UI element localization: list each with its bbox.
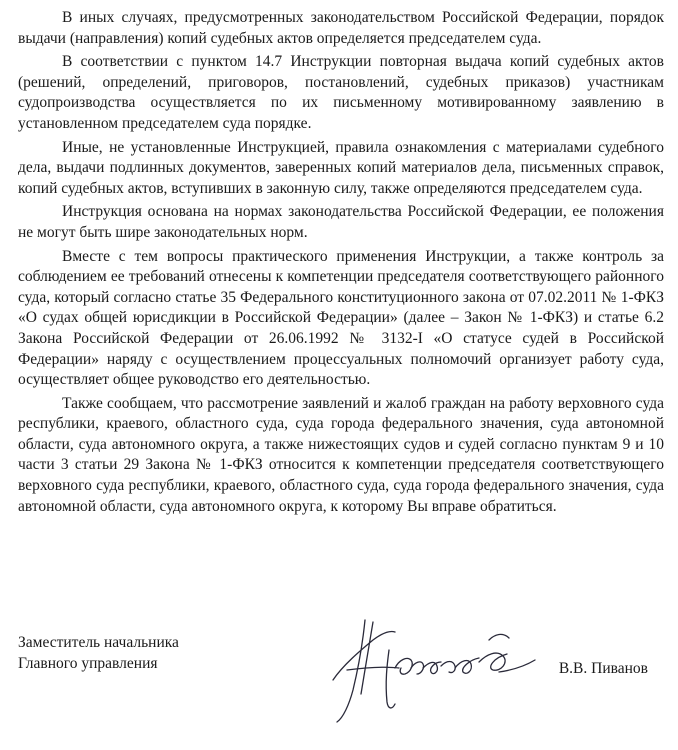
- signer-name: В.В. Пиванов: [558, 660, 648, 677]
- document-body: [18, 8, 664, 517]
- paragraph-2: В соответствии с пунктом 14.7 Инструкции повторная выдача копий судебных актов (решений, определений, приговоров, постановлений, судебных приказов) участникам судопроизводства осуществляется по их письменному мотивированному заявлению в установленном председателем суда порядке.: [18, 53, 664, 132]
- paragraph-5: Вместе с тем вопросы практического применения Инструкции, а также контроль за соблюдением ее требований отнесены к компетенции председателя соответствующего районного суда, который согласно статье 35 Федерального конституционного закона от 07.02.2011 № 1-ФКЗ «О судах общей юрисдикции в Российской Федерации» (далее – Закон № 1-ФКЗ) и статье 6.2 Закона Российской Федерации от 26.06.1992 № 3132-I «О статусе судей в Российской Федерации» наряду с осуществлением процессуальных полномочий организует работу суда, осуществляет общее руководство его деятельностью.: [18, 247, 664, 389]
- handwritten-signature-icon: [303, 610, 543, 725]
- signature-block: [18, 633, 664, 743]
- paragraph-4: Инструкция основана на нормах законодательства Российской Федерации, ее положения не могут быть шире законодательных норм.: [18, 203, 664, 241]
- signer-position-line-1: Заместитель начальника: [18, 634, 179, 651]
- signer-position: [18, 633, 179, 674]
- paragraph-3: Иные, не установленные Инструкцией, правила ознакомления с материалами судебного дела, выдачи подлинных документов, заверенных копий материалов дела, письменных справок, копий судебных актов, вступивших в законную силу, также определяются председателем суда.: [18, 138, 664, 197]
- paragraph-6: Также сообщаем, что рассмотрение заявлений и жалоб граждан на работу верховного суда республики, краевого, областного суда, суда города федерального значения, суда автономной области, суда автономного округа, а также нижестоящих судов и судей согласно пунктам 9 и 10 части 3 статьи 29 Закона № 1-ФКЗ относится к компетенции председателя соответствующего верховного суда республики, краевого, областного суда, суда города федерального значения, суда автономной области, суда автономного округа, к которому Вы вправе обратиться.: [18, 394, 664, 515]
- paragraph-1: В иных случаях, предусмотренных законодательством Российской Федерации, порядок выдачи (направления) копий судебных актов определяется председателем суда.: [18, 9, 664, 47]
- signer-position-line-2: Главного управления: [18, 654, 158, 672]
